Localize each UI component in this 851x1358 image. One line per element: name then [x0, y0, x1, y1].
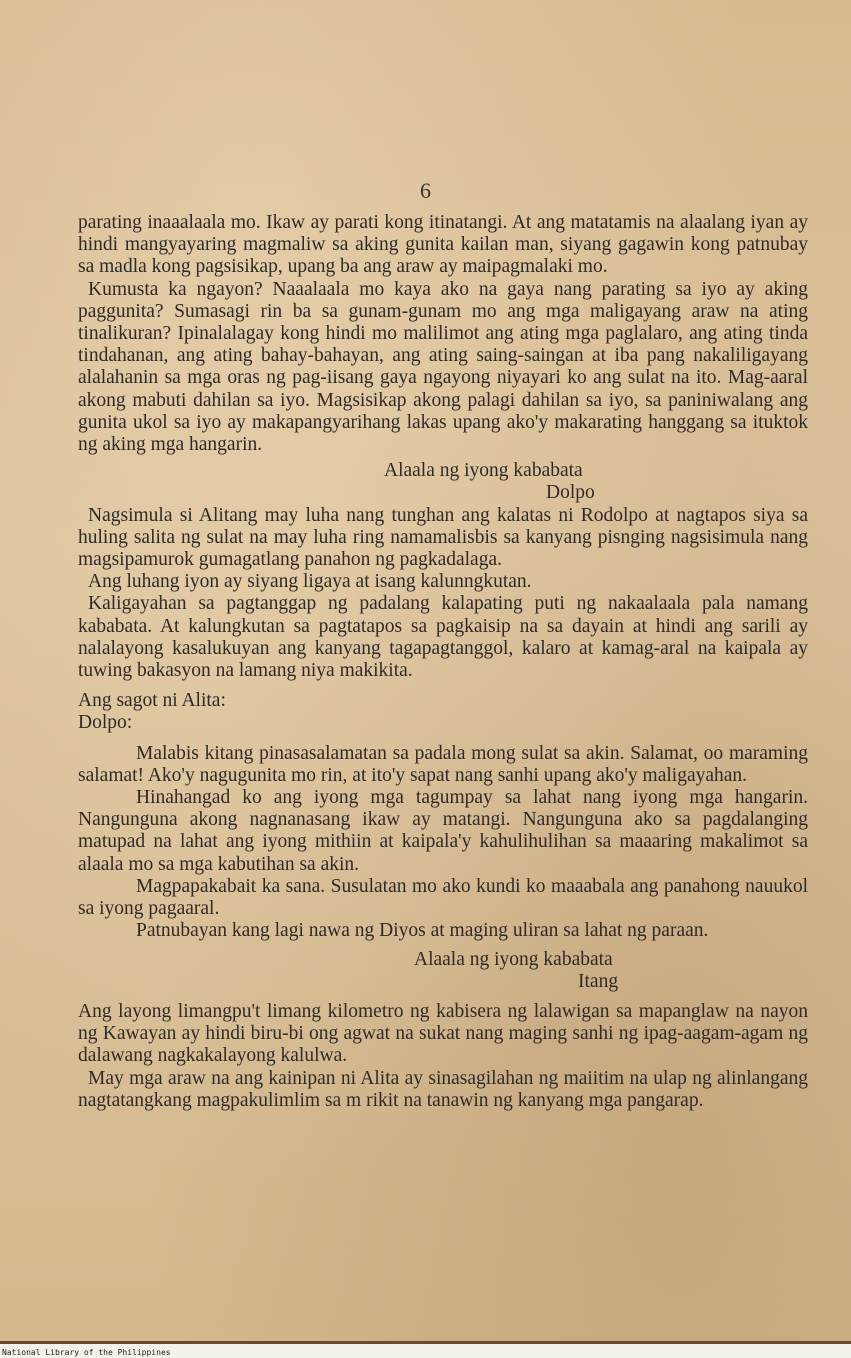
letter-closing: Alaala ng iyong kababata [414, 948, 613, 970]
library-credit: National Library of the Philippines [2, 1348, 171, 1357]
letter-closing: Alaala ng iyong kababata [384, 460, 583, 482]
paragraph: Ang luhang iyon ay siyang ligaya at isang kalunngkutan. [88, 571, 532, 593]
paragraph: May mga araw na ang kainipan ni Alita ay sinasagilahan ng maiitim na ulap ng alinlangang nagtatangkang magpakulimlim sa m rikit na tanawin ng kanyang mga pangarap. [78, 1067, 808, 1111]
paragraph: parating inaaalaala mo. Ikaw ay parati kong itinatangi. At ang matatamis na alaalang iyan ay hindi mangyayaring magmaliw sa aking gunita kailan man, siyang gagawin kong patnubay sa madla kong pagsisikap, upang ba ang araw ay maipagmalaki mo. [78, 212, 808, 278]
paragraph: Kaligayahan sa pagtanggap ng padalang kalapating puti ng nakaalaala pala namang kababata. At kalungkutan sa pagtatapos sa pagkaisip na sa dayain at hindi ang sarili ay nalalayong kasalukuyan ang kanyang tagapagtanggol, kalaro at kamag-aral na kaipala ay tuwing bakasyon na lamang niya makikita. [78, 593, 808, 682]
paragraph: Kumusta ka ngayon? Naaalaala mo kaya ako na gaya nang parating sa iyo ay aking paggunita? Sumasagi rin ba sa gunam-gunam mo ang mga maligayang araw na ating tinalikuran? Ipinalalagay kong hindi mo malilimot ang ating mga paglalaro, ang ating tinda tindahanan, ang ating bahay-bahayan, ang ating saing-saingan at iba pang nakaliligayang alalahanin sa mga oras ng pag-iisang gaya ngayong niyayari ko ang sulat na ito. Mag-aaral akong mabuti dahilan sa iyo. Magsisikap akong palagi dahilan sa iyo, sa paniniwalang ang gunita ukol sa iyo ay makapangyarihang lakas upang ako'y makarating hanggang sa ituktok ng aking mga hangarin. [78, 278, 808, 456]
paragraph: Ang sagot ni Alita: [78, 690, 226, 712]
paragraph: Malabis kitang pinasasalamatan sa padala mong sulat sa akin. Salamat, oo maraming salamat! Ako'y nagugunita mo rin, at ito'y sapat nang sanhi upang ako'y maligayahan. [78, 742, 808, 786]
paragraph: Nagsimula si Alitang may luha nang tunghan ang kalatas ni Rodolpo at nagtapos siya sa huling salita ng sulat na may luha ring namamalisbis sa kanyang pisnging nagsisimula nang magsipamurok gumagatlang panahon ng pagkadalaga. [78, 504, 808, 571]
paragraph: Ang layong limangpu't limang kilometro ng kabisera ng lalawigan sa mapanglaw na nayon ng Kawayan ay hindi biru-bi ong agwat na sukat nang maging sanhi ng ipag-aagam-agam ng dalawang nagkakalayong kalulwa. [78, 1000, 808, 1067]
paragraph: Hinahangad ko ang iyong mga tagumpay sa lahat nang iyong mga hangarin. Nangunguna akong nagnanasang ikaw ay matangi. Nangunguna ako sa pagdalanging matupad na lahat ang iyong mithiin at kaipala'y kahulihulihan sa maaaring makalimot sa alaala mo sa mga kabutihan sa akin. [78, 787, 808, 875]
letter-signature: Itang [578, 970, 619, 992]
page-number: 6 [420, 178, 431, 203]
paragraph: Patnubayan kang lagi nawa ng Diyos at maging uliran sa lahat ng paraan. [136, 920, 709, 942]
letter-salutation: Dolpo: [78, 712, 133, 734]
letter-signature: Dolpo [546, 482, 595, 504]
page-body [78, 212, 808, 1112]
paragraph: Magpapakabait ka sana. Susulatan mo ako kundi ko maaabala ang panahong nauukol sa iyong pagaaral. [78, 875, 808, 920]
